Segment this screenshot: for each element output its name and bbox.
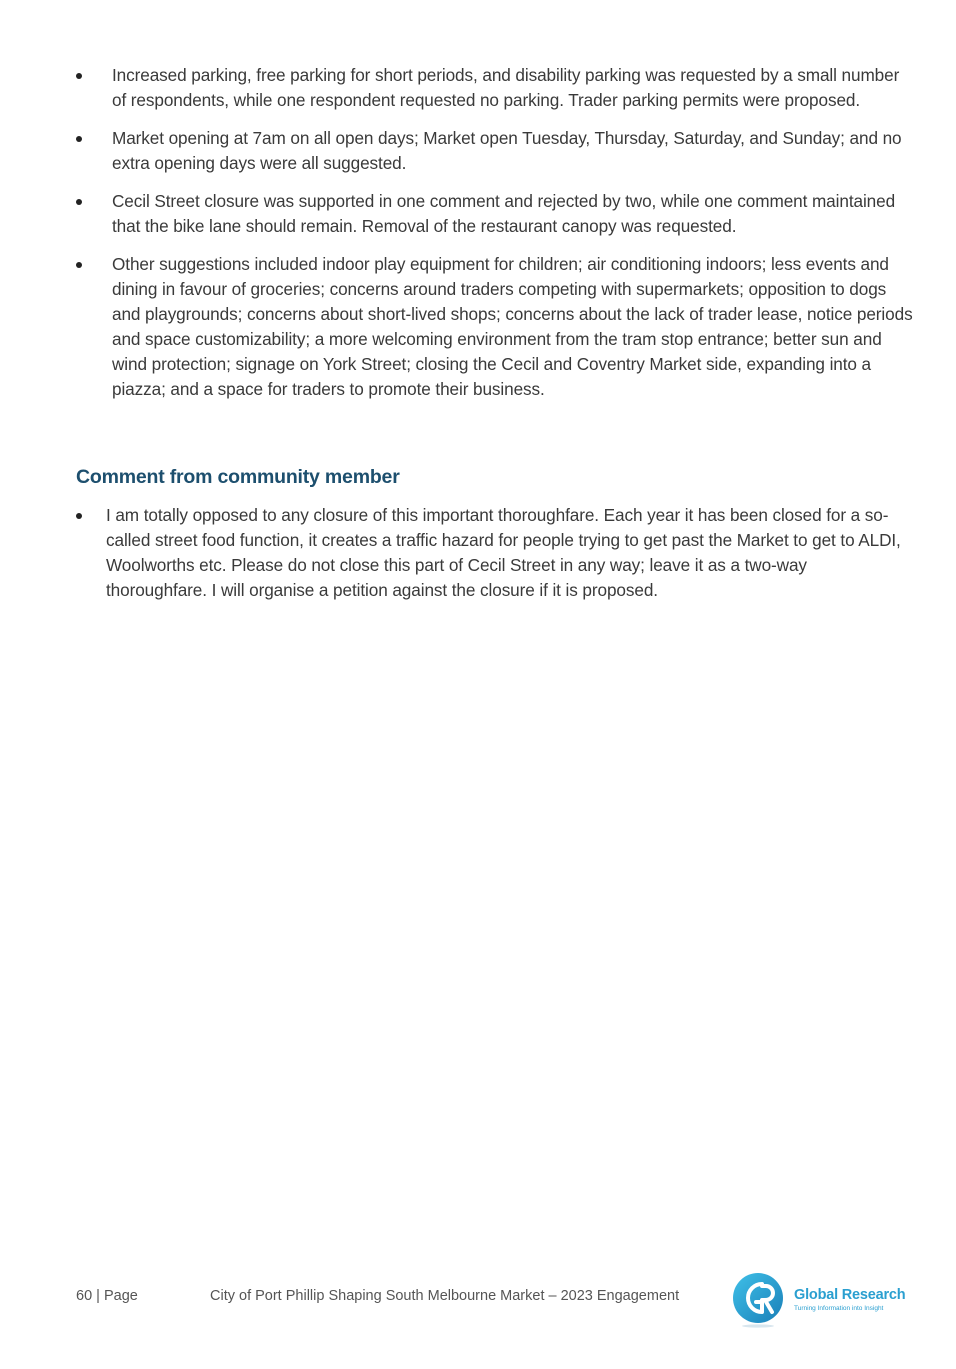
bullet-icon <box>76 199 82 205</box>
page-number: 60 | Page <box>76 1288 138 1304</box>
bullet-item-parking <box>76 63 916 113</box>
summary-bullet-list <box>76 63 916 415</box>
bullet-text: Cecil Street closure was supported in one comment and rejected by two, while one comment maintained that the bike lane should remain. Removal of the restaurant canopy was requested. <box>112 191 896 236</box>
bullet-item-cecil-street <box>76 189 916 239</box>
bullet-text: Other suggestions included indoor play equipment for children; air conditioning indoors; less events and dining in favour of groceries; concerns around traders competing with supermarkets; opposition to dogs and playgrounds; concerns about short-lived shops; concerns about the lack of trader lease, notice periods and space customizability; a more welcoming environment from the tram stop entrance; better sun and wind protection; signage on York Street; closing the Cecil and Coventry Market side, expanding into a piazza; and a space for traders to promote their business. <box>112 254 913 399</box>
global-research-logo <box>732 1272 912 1332</box>
bullet-item-other-suggestions <box>76 252 916 402</box>
logo-tagline: Turning Information into Insight <box>794 1305 884 1312</box>
logo-name: Global Research <box>794 1287 906 1303</box>
bullet-text: Increased parking, free parking for short periods, and disability parking was requested by a small number of respondents, while one respondent requested no parking. Trader parking permits were proposed. <box>112 65 900 110</box>
community-comment <box>76 503 906 603</box>
bullet-icon <box>76 513 82 519</box>
global-research-logo-icon <box>732 1272 788 1328</box>
bullet-icon <box>76 136 82 142</box>
bullet-icon <box>76 262 82 268</box>
section-heading: Comment from community member <box>76 466 400 488</box>
bullet-text: Market opening at 7am on all open days; Market open Tuesday, Thursday, Saturday, and Sunday; and no extra opening days were all suggested. <box>112 128 902 173</box>
bullet-icon <box>76 73 82 79</box>
comment-text: I am totally opposed to any closure of this important thoroughfare. Each year it has been closed for a so-called street food function, it creates a traffic hazard for people trying to get past the Market to get to ALDI, Woolworths etc. Please do not close this part of Cecil Street in any way; leave it as a two-way thoroughfare. I will organise a petition against the closure if it is proposed. <box>106 505 901 600</box>
community-comment-list <box>76 503 906 603</box>
bullet-item-opening-hours <box>76 126 916 176</box>
footer-document-title: City of Port Phillip Shaping South Melbourne Market – 2023 Engagement <box>210 1288 680 1304</box>
